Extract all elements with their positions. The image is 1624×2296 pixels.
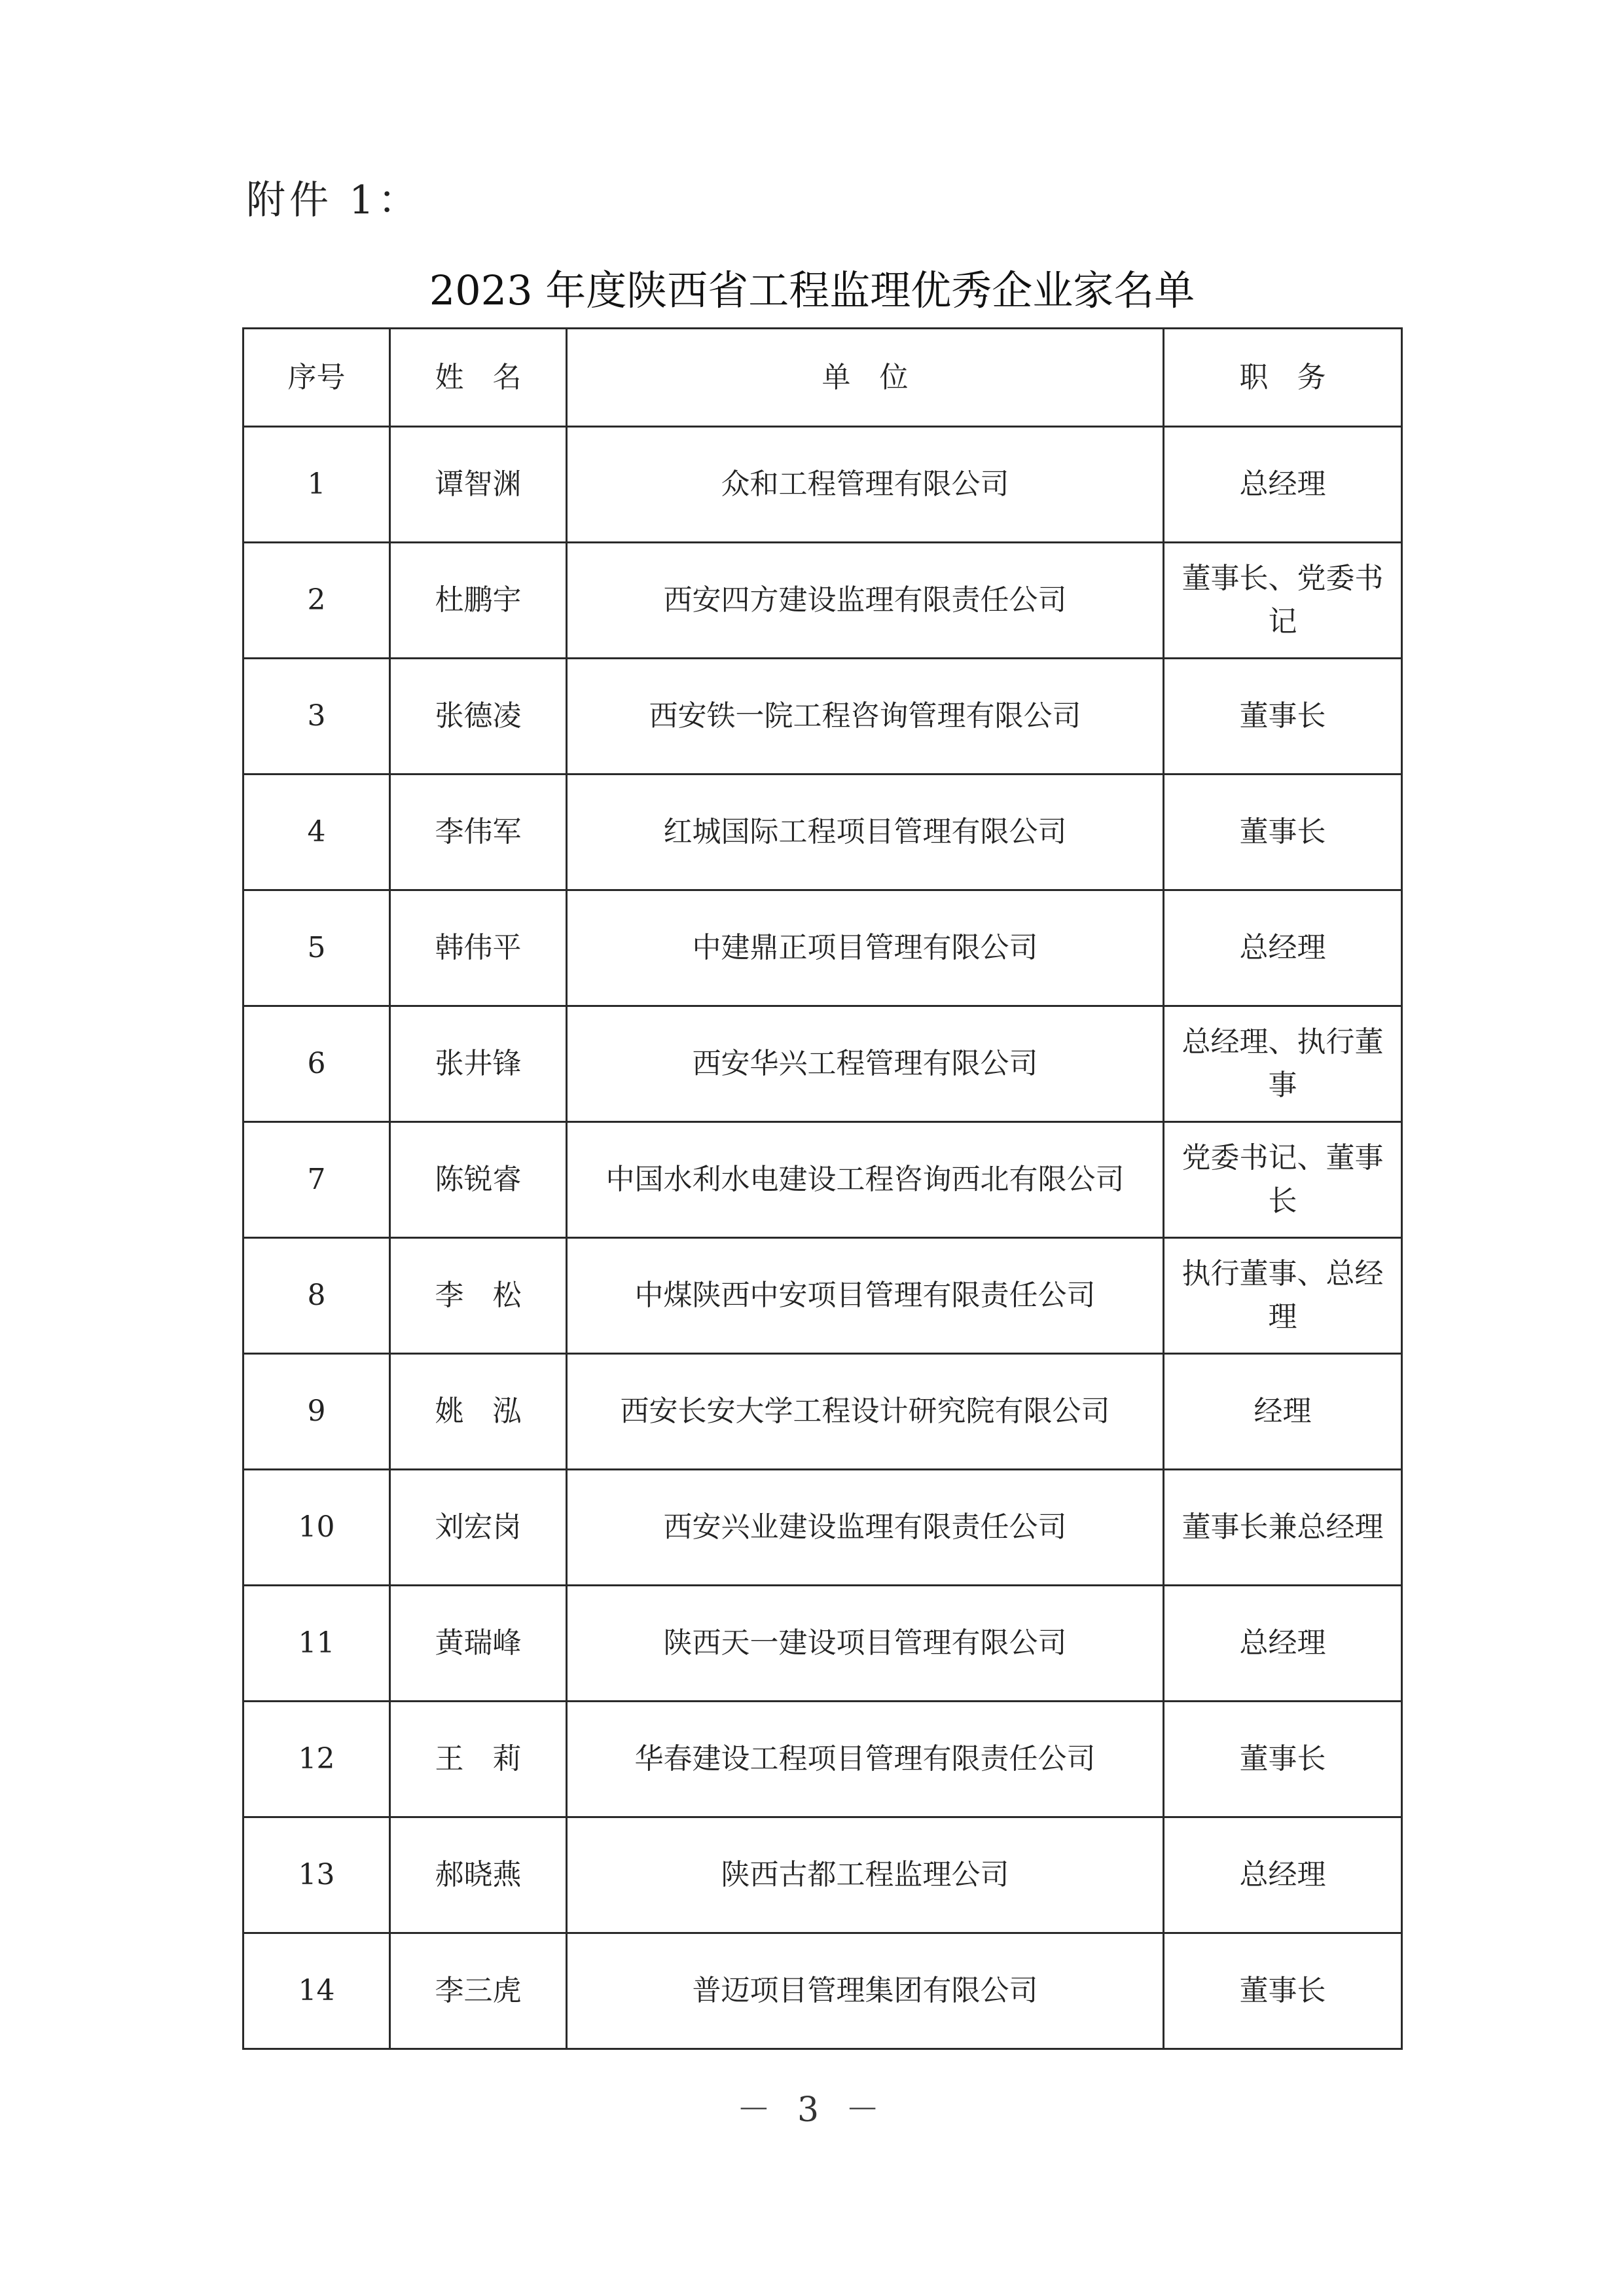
cell-no: 5 [244,890,390,1006]
position-text: 总经理 [1239,1858,1326,1891]
cell-org: 中国水利水电建设工程咨询西北有限公司 [567,1122,1164,1238]
table-row [244,1586,1402,1702]
cell-name: 谭智渊 [390,427,567,543]
cell-position [1164,1122,1402,1238]
cell-org: 中建鼎正项目管理有限公司 [567,890,1164,1006]
position-text: 总经理、执行董事 [1182,1025,1384,1102]
position-text: 总经理 [1239,467,1326,501]
cell-name: 李伟军 [390,774,567,890]
table-row [244,543,1402,659]
cell-position [1164,774,1402,890]
cell-no: 2 [244,543,390,659]
table-row [244,1817,1402,1933]
cell-name: 郝晓燕 [390,1817,567,1933]
cell-org: 西安兴业建设监理有限责任公司 [567,1470,1164,1586]
position-text: 党委书记、董事长 [1182,1141,1384,1218]
cell-position [1164,890,1402,1006]
position-text: 董事长 [1239,699,1326,733]
position-text: 经理 [1254,1394,1312,1428]
cell-position [1164,1470,1402,1586]
table-row [244,1470,1402,1586]
cell-name: 张德凌 [390,659,567,774]
cell-no: 12 [244,1702,390,1817]
position-text: 董事长 [1239,815,1326,848]
cell-org: 陕西古都工程监理公司 [567,1817,1164,1933]
table-body [244,427,1402,2049]
position-text: 执行董事、总经理 [1182,1257,1384,1334]
cell-position [1164,1933,1402,2049]
cell-org: 西安四方建设监理有限责任公司 [567,543,1164,659]
cell-no: 14 [244,1933,390,2049]
header-name: 姓 名 [390,329,567,427]
cell-position [1164,1006,1402,1122]
table-row [244,1702,1402,1817]
cell-position [1164,543,1402,659]
position-text: 董事长 [1239,1974,1326,2007]
cell-org: 红城国际工程项目管理有限公司 [567,774,1164,890]
cell-name: 黄瑞峰 [390,1586,567,1702]
cell-org: 众和工程管理有限公司 [567,427,1164,543]
cell-org: 华春建设工程项目管理有限责任公司 [567,1702,1164,1817]
table-row [244,427,1402,543]
cell-no: 10 [244,1470,390,1586]
cell-name: 刘宏岗 [390,1470,567,1586]
page-number: － 3 － [736,2090,888,2130]
table-row [244,1006,1402,1122]
cell-position [1164,1238,1402,1354]
header-org: 单 位 [567,329,1164,427]
cell-name: 姚 泓 [390,1354,567,1470]
cell-name: 张井锋 [390,1006,567,1122]
header-no: 序号 [244,329,390,427]
cell-name: 王 莉 [390,1702,567,1817]
header-position: 职 务 [1164,329,1402,427]
cell-position [1164,427,1402,543]
table-row [244,659,1402,774]
cell-name: 李三虎 [390,1933,567,2049]
table-header-row [244,329,1402,427]
cell-position [1164,1702,1402,1817]
document-title: 2023 年度陕西省工程监理优秀企业家名单 [429,266,1195,314]
cell-position [1164,1817,1402,1933]
position-text: 总经理 [1239,931,1326,964]
cell-name: 杜鹏宇 [390,543,567,659]
position-text: 董事长、党委书记 [1182,562,1384,638]
cell-name: 陈锐睿 [390,1122,567,1238]
cell-org: 西安华兴工程管理有限公司 [567,1006,1164,1122]
cell-name: 韩伟平 [390,890,567,1006]
cell-org: 西安铁一院工程咨询管理有限公司 [567,659,1164,774]
table-row [244,1122,1402,1238]
cell-position [1164,1354,1402,1470]
cell-org: 普迈项目管理集团有限公司 [567,1933,1164,2049]
table-row [244,1933,1402,2049]
cell-no: 8 [244,1238,390,1354]
table-row [244,1238,1402,1354]
cell-no: 3 [244,659,390,774]
cell-no: 7 [244,1122,390,1238]
cell-org: 中煤陕西中安项目管理有限责任公司 [567,1238,1164,1354]
table-row [244,890,1402,1006]
cell-org: 陕西天一建设项目管理有限公司 [567,1586,1164,1702]
cell-no: 13 [244,1817,390,1933]
cell-no: 1 [244,427,390,543]
position-text: 总经理 [1239,1626,1326,1660]
cell-name: 李 松 [390,1238,567,1354]
table-row [244,1354,1402,1470]
table-row [244,774,1402,890]
cell-org: 西安长安大学工程设计研究院有限公司 [567,1354,1164,1470]
cell-no: 6 [244,1006,390,1122]
position-text: 董事长兼总经理 [1182,1510,1384,1544]
cell-no: 11 [244,1586,390,1702]
position-text: 董事长 [1239,1742,1326,1776]
cell-position [1164,659,1402,774]
attachment-label: 附件 1： [246,177,422,223]
cell-position [1164,1586,1402,1702]
cell-no: 4 [244,774,390,890]
entrepreneur-table [242,327,1403,2050]
cell-no: 9 [244,1354,390,1470]
